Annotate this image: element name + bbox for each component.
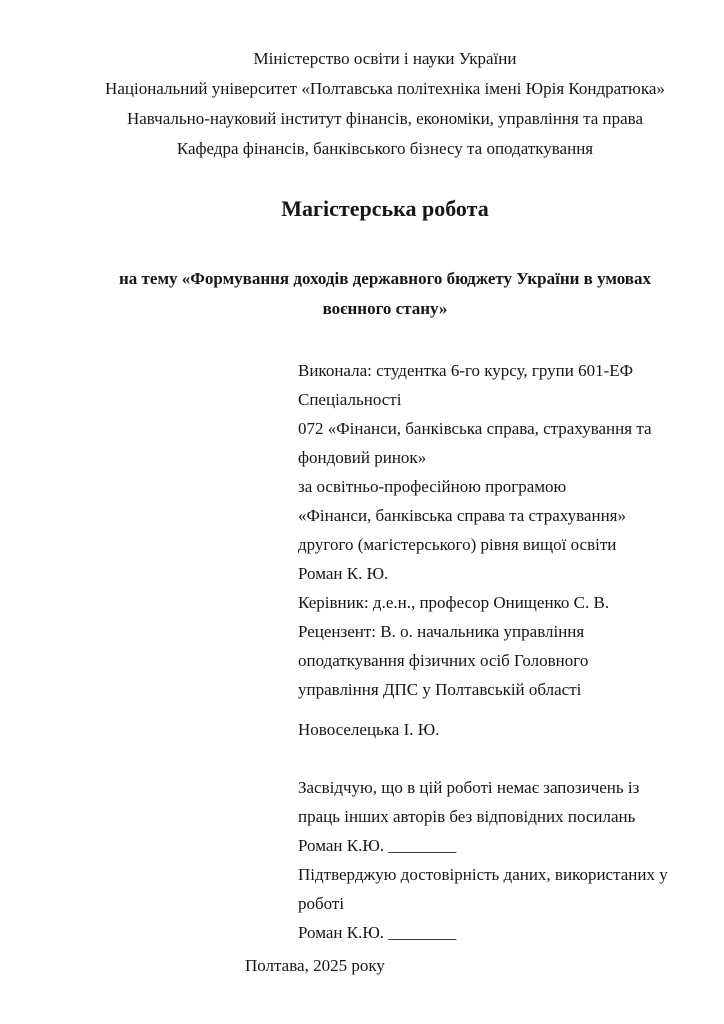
specialty-code-line: 072 «Фінанси, банківська справа, страхування та bbox=[298, 419, 652, 438]
page-content bbox=[93, 44, 677, 980]
ministry-line: Міністерство освіти і науки України bbox=[253, 49, 517, 68]
attestation-line: роботі bbox=[298, 894, 345, 913]
specialty-label-line: Спеціальності bbox=[298, 390, 402, 409]
institution-header bbox=[93, 44, 677, 164]
institute-line: Навчально-науковий інститут фінансів, економіки, управління та права bbox=[126, 109, 644, 128]
reviewer-title-cont-line: управління ДПС у Полтавській області bbox=[298, 680, 582, 699]
attestation-line: праць інших авторів без відповідних посилань bbox=[298, 807, 636, 826]
university-line: Національний університет «Полтавська політехніка імені Юрія Кондратюка» bbox=[105, 79, 665, 98]
attestation-line: Засвідчую, що в цій роботі немає запозичень із bbox=[298, 778, 640, 797]
thesis-topic bbox=[93, 264, 677, 324]
author-name-line: Роман К. Ю. bbox=[298, 564, 389, 583]
author-line: Виконала: студентка 6-го курсу, групи 601-ЕФ bbox=[298, 361, 634, 380]
city-year-line: Полтава, 2025 року bbox=[245, 956, 385, 975]
department-line: Кафедра фінансів, банківського бізнесу та оподаткування bbox=[176, 139, 594, 158]
attestation-block bbox=[298, 773, 677, 947]
degree-level-line: другого (магістерського) рівня вищої освіти bbox=[298, 535, 617, 554]
requisites-block bbox=[298, 356, 677, 947]
program-label-line: за освітньо-професійною програмою bbox=[298, 477, 567, 496]
signature-line: Роман К.Ю. ________ bbox=[298, 836, 457, 855]
program-name-line: «Фінанси, банківська справа та страхування» bbox=[298, 506, 626, 525]
thesis-title: Магістерська робота bbox=[281, 196, 489, 221]
signature-line: Роман К.Ю. ________ bbox=[298, 923, 457, 942]
reviewer-name-line: Новоселецька І. Ю. bbox=[298, 720, 440, 739]
attestation-line: Підтверджую достовірність даних, використаних у bbox=[298, 865, 668, 884]
topic-line: воєнного стану» bbox=[322, 299, 448, 318]
specialty-cont-line: фондовий ринок» bbox=[298, 448, 427, 467]
reviewer-title-cont-line: оподаткування фізичних осіб Головного bbox=[298, 651, 589, 670]
topic-line: на тему «Формування доходів державного бюджету України в умовах bbox=[119, 269, 651, 288]
reviewer-title-line: Рецензент: В. о. начальника управління bbox=[298, 622, 585, 641]
supervisor-line: Керівник: д.е.н., професор Онищенко С. В. bbox=[298, 593, 610, 612]
